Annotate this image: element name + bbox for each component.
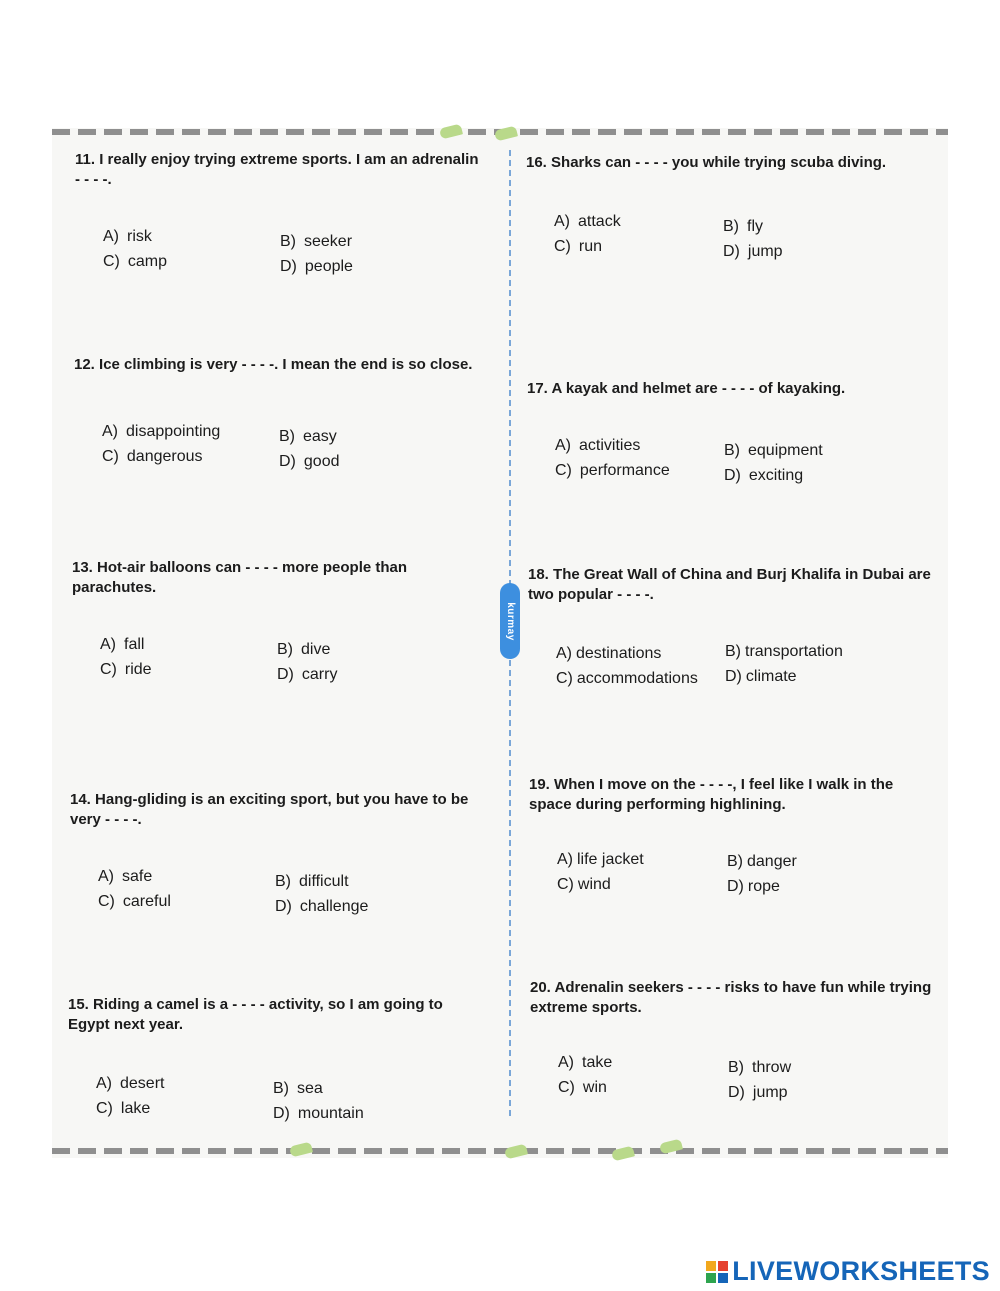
question-15 [68, 995, 478, 1129]
option-c[interactable]: C) dangerous [102, 448, 203, 465]
option-a[interactable]: A) desert [96, 1075, 165, 1092]
option-c[interactable]: C) accommodations [556, 670, 698, 687]
question-17 [527, 379, 937, 491]
option-b[interactable]: B) seeker [280, 233, 353, 250]
bottom-border-dashes [52, 1148, 948, 1154]
option-d[interactable]: D) mountain [273, 1105, 364, 1122]
options [74, 423, 454, 477]
option-d[interactable]: D) good [279, 453, 340, 470]
option-a[interactable]: A) life jacket [557, 851, 644, 868]
question-text: 18. The Great Wall of China and Burj Khalifa in Dubai are two popular - - - -. [528, 566, 931, 603]
option-b[interactable]: B) fly [723, 218, 763, 235]
option-b[interactable]: B) dive [277, 641, 331, 658]
option-d[interactable]: D) carry [277, 666, 338, 683]
brand-logo-text: kurmay [504, 601, 516, 641]
option-a[interactable]: A) destinations [556, 645, 662, 662]
options [527, 437, 907, 491]
option-c[interactable]: C) run [554, 238, 603, 255]
question-19 [529, 775, 939, 905]
liveworksheets-icon [706, 1261, 728, 1283]
option-a[interactable]: A) disappointing [102, 423, 221, 440]
question-text: 19. When I move on the - - - -, I feel like I walk in the space during performing highlining. [529, 776, 894, 813]
option-b[interactable]: B) sea [273, 1080, 323, 1097]
options [68, 1075, 448, 1129]
option-c[interactable]: C) lake [96, 1100, 151, 1117]
options [530, 1054, 910, 1108]
options [72, 636, 452, 690]
question-20 [530, 978, 940, 1108]
option-b[interactable]: B) throw [728, 1059, 792, 1076]
question-13 [72, 558, 482, 690]
liveworksheets-logo[interactable] [706, 1256, 990, 1287]
question-text: 12. Ice climbing is very - - - -. I mean the end is so close. [74, 356, 473, 373]
option-c[interactable]: C) careful [98, 893, 171, 910]
question-18 [528, 565, 938, 699]
option-c[interactable]: C) win [558, 1079, 607, 1096]
option-c[interactable]: C) camp [103, 253, 168, 270]
option-b[interactable]: B) easy [279, 428, 337, 445]
option-d[interactable]: D) people [280, 258, 353, 275]
question-11 [75, 150, 485, 282]
option-d[interactable]: D) jump [728, 1084, 788, 1101]
options [529, 851, 909, 905]
option-b[interactable]: B) danger [727, 853, 797, 870]
question-text: 11. I really enjoy trying extreme sports. I am an adrenalin - - - -. [75, 151, 479, 188]
option-d[interactable]: D) rope [727, 878, 780, 895]
option-b[interactable]: B) equipment [724, 442, 823, 459]
options [70, 868, 450, 922]
option-a[interactable]: A) risk [103, 228, 152, 245]
option-a[interactable]: A) take [558, 1054, 613, 1071]
question-text: 17. A kayak and helmet are - - - - of kayaking. [527, 380, 846, 397]
option-c[interactable]: C) ride [100, 661, 152, 678]
question-text: 20. Adrenalin seekers - - - - risks to have fun while trying extreme sports. [530, 979, 932, 1016]
option-a[interactable]: A) fall [100, 636, 145, 653]
liveworksheets-wordmark: LIVEWORKSHEETS [732, 1256, 990, 1286]
question-text: 13. Hot-air balloons can - - - - more people than parachutes. [72, 559, 408, 596]
option-d[interactable]: D) challenge [275, 898, 369, 915]
option-d[interactable]: D) climate [725, 668, 797, 685]
options [75, 228, 455, 282]
question-text: 14. Hang-gliding is an exciting sport, but you have to be very - - - -. [70, 791, 469, 828]
question-text: 16. Sharks can - - - - you while trying scuba diving. [526, 154, 887, 171]
options [528, 645, 908, 699]
option-d[interactable]: D) jump [723, 243, 783, 260]
question-text: 15. Riding a camel is a - - - - activity, so I am going to Egypt next year. [68, 996, 443, 1033]
options [526, 213, 906, 267]
option-a[interactable]: A) activities [555, 437, 641, 454]
option-c[interactable]: C) wind [557, 876, 611, 893]
option-b[interactable]: B) transportation [725, 643, 843, 660]
question-12 [74, 355, 484, 477]
option-c[interactable]: C) performance [555, 462, 670, 479]
option-d[interactable]: D) exciting [724, 467, 804, 484]
option-a[interactable]: A) attack [554, 213, 621, 230]
question-14 [70, 790, 480, 922]
brand-logo [500, 583, 520, 659]
question-16 [526, 153, 936, 267]
option-b[interactable]: B) difficult [275, 873, 349, 890]
option-a[interactable]: A) safe [98, 868, 153, 885]
